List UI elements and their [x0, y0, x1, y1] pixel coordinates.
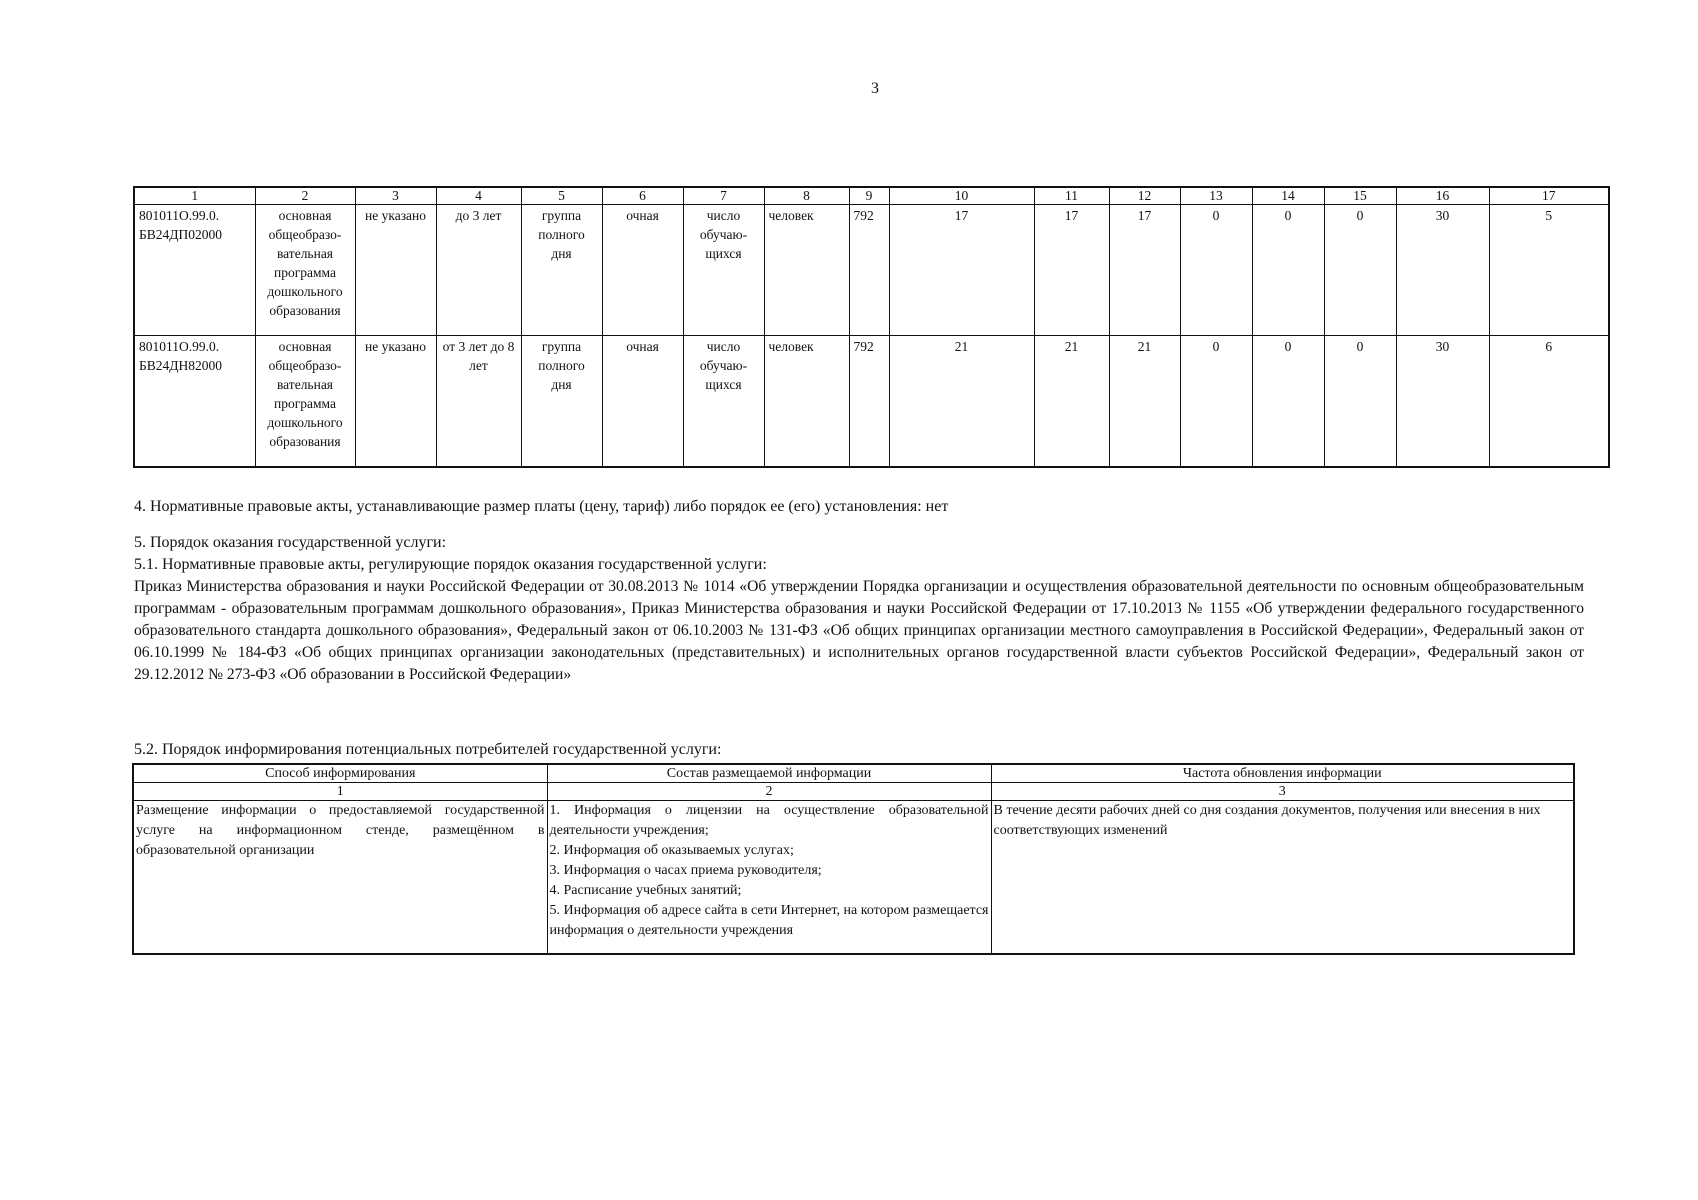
column-number-14: 14	[1252, 187, 1324, 205]
info-contents-cell	[547, 801, 991, 955]
table-cell-col-9: 792	[849, 205, 889, 336]
table-row	[134, 336, 1609, 468]
table-cell-col-2: основная общеобразо- вательная программа дошкольного образования	[255, 336, 355, 468]
page-number: 3	[871, 80, 879, 97]
table-cell-col-13: 0	[1180, 205, 1252, 336]
table-cell-col-9: 792	[849, 336, 889, 468]
column-number-16: 16	[1396, 187, 1489, 205]
info-number-1: 1	[133, 783, 547, 801]
table-cell-col-6: очная	[602, 336, 683, 468]
table-cell-col-13: 0	[1180, 336, 1252, 468]
table-cell-col-14: 0	[1252, 205, 1324, 336]
column-number-10: 10	[889, 187, 1034, 205]
column-number-15: 15	[1324, 187, 1396, 205]
table-cell-col-4: до 3 лет	[436, 205, 521, 336]
table-cell-col-5: группа полного дня	[521, 336, 602, 468]
informing-table	[132, 763, 1575, 955]
table-cell-col-16: 30	[1396, 205, 1489, 336]
table-cell-col-7: число обучаю- щихся	[683, 205, 764, 336]
info-header-method: Способ информирования	[133, 764, 547, 783]
info-content-item: 1. Информация о лицензии на осуществление образовательной деятельности учреждения;	[549, 803, 989, 838]
table-cell-col-14: 0	[1252, 336, 1324, 468]
table-cell-col-8: человек	[764, 336, 849, 468]
column-number-2: 2	[255, 187, 355, 205]
info-frequency-cell: В течение десяти рабочих дней со дня создания документов, получения или внесения в них соответствующих изменений	[991, 801, 1574, 955]
info-header-frequency: Частота обновления информации	[991, 764, 1574, 783]
table-cell-col-3: не указано	[355, 205, 436, 336]
section-5-1-body: Приказ Министерства образования и науки Российской Федерации от 30.08.2013 № 1014 «Об утверждении Порядка организации и осуществления образовательной деятельности по основным общеобразовательным программам - образовательным программам дошкольного образования», Приказ Министерства образования и науки Российской Федерации от 17.10.2013 № 1155 «Об утверждении федерального государственного образовательного стандарта дошкольного образования», Федеральный закон от 06.10.2003 № 131-ФЗ «Об общих принципах организации местного самоуправления в Российской Федерации», Федеральный закон от 06.10.1999 № 184-ФЗ «Об общих принципах организации законодательных (представительных) и исполнительных органов государственной власти субъектов Российской Федерации», Федеральный закон от 29.12.2012 № 273-ФЗ «Об образовании в Российской Федерации»	[134, 578, 1584, 683]
column-number-12: 12	[1109, 187, 1180, 205]
table-cell-col-1: 801011О.99.0. БВ24ДП02000	[134, 205, 255, 336]
table-cell-col-6: очная	[602, 205, 683, 336]
table-cell-col-12: 21	[1109, 336, 1180, 468]
info-number-3: 3	[991, 783, 1574, 801]
service-volume-table	[133, 186, 1610, 468]
table-cell-col-12: 17	[1109, 205, 1180, 336]
table-cell-col-11: 17	[1034, 205, 1109, 336]
column-number-3: 3	[355, 187, 436, 205]
table-cell-col-5: группа полного дня	[521, 205, 602, 336]
info-content-item: 5. Информация об адресе сайта в сети Интернет, на котором размещается информация о деятельности учреждения	[549, 903, 989, 938]
column-number-11: 11	[1034, 187, 1109, 205]
table-cell-col-1: 801011О.99.0. БВ24ДН82000	[134, 336, 255, 468]
info-number-2: 2	[547, 783, 991, 801]
column-number-5: 5	[521, 187, 602, 205]
table-cell-col-10: 17	[889, 205, 1034, 336]
table-cell-col-17: 5	[1489, 205, 1609, 336]
section-5-2-title: 5.2. Порядок информирования потенциальных потребителей государственной услуги:	[134, 741, 722, 758]
info-content-item: 3. Информация о часах приема руководителя;	[549, 863, 822, 878]
table-cell-col-16: 30	[1396, 336, 1489, 468]
info-method-cell: Размещение информации о предоставляемой государственной услуге на информационном стенде, размещённом в образовательной организации	[133, 801, 547, 955]
table-cell-col-7: число обучаю- щихся	[683, 336, 764, 468]
info-header-contents: Состав размещаемой информации	[547, 764, 991, 783]
table-cell-col-8: человек	[764, 205, 849, 336]
column-number-9: 9	[849, 187, 889, 205]
table-cell-col-10: 21	[889, 336, 1034, 468]
table-cell-col-2: основная общеобразо- вательная программа дошкольного образования	[255, 205, 355, 336]
table-cell-col-3: не указано	[355, 336, 436, 468]
table-row	[134, 205, 1609, 336]
table-cell-col-17: 6	[1489, 336, 1609, 468]
info-content-item: 4. Расписание учебных занятий;	[549, 883, 742, 898]
column-number-7: 7	[683, 187, 764, 205]
section-5-title: 5. Порядок оказания государственной услуги:	[134, 534, 447, 551]
table-cell-col-15: 0	[1324, 336, 1396, 468]
column-number-4: 4	[436, 187, 521, 205]
column-number-13: 13	[1180, 187, 1252, 205]
section-4-text: 4. Нормативные правовые акты, устанавливающие размер платы (цену, тариф) либо порядок ее (его) установления: нет	[134, 498, 949, 515]
table-cell-col-11: 21	[1034, 336, 1109, 468]
section-5-1-title: 5.1. Нормативные правовые акты, регулирующие порядок оказания государственной услуги:	[134, 556, 767, 573]
column-number-1: 1	[134, 187, 255, 205]
column-number-17: 17	[1489, 187, 1609, 205]
table-cell-col-15: 0	[1324, 205, 1396, 336]
column-number-8: 8	[764, 187, 849, 205]
column-number-6: 6	[602, 187, 683, 205]
table-cell-col-4: от 3 лет до 8 лет	[436, 336, 521, 468]
info-content-item: 2. Информация об оказываемых услугах;	[549, 843, 794, 858]
